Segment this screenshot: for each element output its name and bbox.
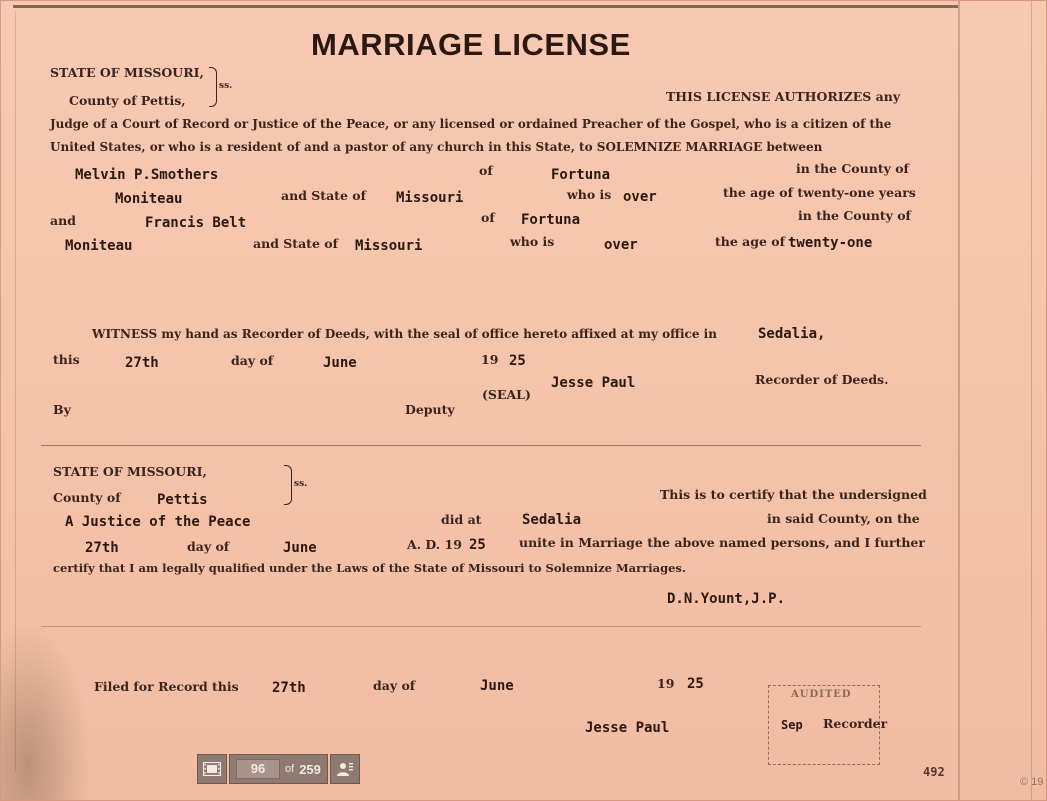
copyright-notice: © 19 [1020,776,1044,788]
unite-text: unite in Marriage the above named persons, and I further [519,535,925,550]
people-icon [336,761,354,777]
cert-county-label: County of [53,490,121,505]
cert-county: Pettis [157,492,208,508]
license-month: June [323,355,357,371]
ad-label: A. D. 19 [407,537,462,552]
stamp-by: Sep [781,718,803,732]
and-label: and [50,213,76,228]
corner-number: 492 [923,765,945,779]
in-county-label: in the County of [796,161,909,176]
witness-text: WITNESS my hand as Recorder of Deeds, with the seal of office hereto affixed at my office in [92,327,717,341]
bride-age: twenty-one [788,235,873,251]
day-of-label: day of [231,353,274,368]
certify-text: This is to certify that the undersigned [660,487,927,502]
officiant-title: A Justice of the Peace [65,514,251,530]
document-title: MARRIAGE LICENSE [311,27,631,62]
recorder-label: Recorder [823,716,888,731]
stamp-text: AUDITED [791,689,852,700]
filed-day: 27th [272,680,306,696]
brace [209,67,217,107]
recorder-name: Jesse Paul [551,375,636,391]
day-of-label: day of [373,678,416,693]
groom-age-status: over [623,189,657,205]
license-body-line-1: Judge of a Court of Record or Justice of the Peace, or any licensed or ordained Preacher of the Gospel, who is a citizen of the [50,117,892,131]
age-label: the age of twenty-one years [723,185,916,200]
section-divider [41,626,921,627]
office-city: Sedalia, [758,326,826,342]
bride-age-status: over [604,237,638,253]
top-border-line [13,5,958,8]
groom-town: Fortuna [551,167,611,183]
groom-name: Melvin P.Smothers [75,167,219,183]
total-pages: 259 [299,761,321,777]
cert-month: June [283,540,317,556]
year-prefix: 19 [481,352,499,367]
who-is-label: who is [567,187,612,202]
license-day: 27th [125,355,159,371]
cert-state-label: STATE OF MISSOURI, [53,464,207,479]
page-edge-line [1031,1,1032,801]
in-said-county-text: in said County, on the [767,511,920,526]
cert-city: Sedalia [522,512,582,528]
brace [284,465,292,505]
filed-label: Filed for Record this [94,679,239,694]
filed-month: June [480,678,514,694]
seal-label: (SEAL) [482,387,531,402]
section-divider [41,445,921,446]
people-button[interactable] [330,754,360,784]
by-label: By [53,402,71,417]
filmstrip-button[interactable] [197,754,227,784]
filed-year: 25 [687,676,704,692]
scan-stain [1,621,91,801]
this-label: this [53,352,80,367]
cert-year: 25 [469,537,486,553]
license-year: 25 [509,353,526,369]
viewer-toolbar [197,753,360,785]
bride-county: Moniteau [65,238,133,254]
state-of-label: and State of [281,188,366,203]
groom-county: Moniteau [115,191,183,207]
who-is-label: who is [510,234,555,249]
bride-name: Francis Belt [145,215,247,231]
age-label: the age of [715,234,786,249]
did-at-label: did at [441,512,482,527]
day-of-label: day of [187,539,230,554]
of-label: of [481,210,495,225]
qualified-text: certify that I am legally qualified under the Laws of the State of Missouri to Solemnize Marriages. [53,561,686,575]
officiant-signature: D.N.Yount,J.P. [667,591,786,607]
of-label: of [479,163,493,178]
deputy-label: Deputy [405,402,455,417]
cert-day: 27th [85,540,119,556]
filed-recorder-name: Jesse Paul [585,720,670,736]
state-of-label: and State of [253,236,338,251]
license-body-line-2: United States, or who is a resident of and a pastor of any church in this State, to SOLEMNIZE MARRIAGE between [50,140,823,154]
county-label: County of Pettis, [69,93,186,108]
year-prefix: 19 [657,676,675,691]
ss-label: ss. [219,81,233,91]
ss-label: ss. [294,479,308,489]
bride-town: Fortuna [521,212,581,228]
groom-state: Missouri [396,190,464,206]
recorder-of-deeds-label: Recorder of Deeds. [755,372,889,387]
of-label: of [285,763,295,775]
filmstrip-icon [203,762,221,776]
page-navigator [229,754,328,784]
right-border-line [958,1,960,801]
page-number-input[interactable]: 96 [236,759,280,779]
bride-state: Missouri [355,238,423,254]
state-label: STATE OF MISSOURI, [50,65,204,80]
in-county-label: in the County of [798,208,911,223]
authorizes-text: THIS LICENSE AUTHORIZES any [666,89,901,104]
